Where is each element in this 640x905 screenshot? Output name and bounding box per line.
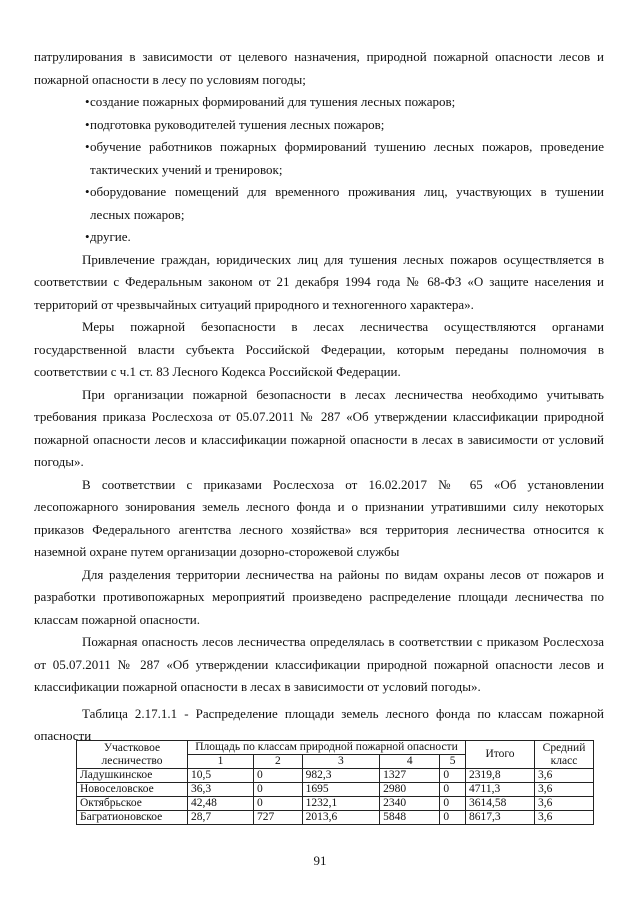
cell-class-1: 10,5 <box>188 769 254 783</box>
cell-class-4: 2340 <box>380 797 440 811</box>
header-class: 2 <box>253 755 302 769</box>
paragraph: Привлечение граждан, юридических лиц для тушения лесных пожаров осуществляется в соответствии с Федеральным законом от 21 декабря 1994 года № 68-ФЗ «О защите населения и территорий от чрезвычайных ситуаций природного и техногенного характера». <box>34 251 604 312</box>
header-area: Площадь по классам природной пожарной опасности <box>188 741 466 755</box>
bullet-icon: • <box>85 116 90 132</box>
bullet-text: создание пожарных формирований для тушения лесных пожаров; <box>90 94 456 109</box>
bullet-item <box>34 181 604 226</box>
cell-average: 3,6 <box>535 811 594 825</box>
paragraph: Для разделения территории лесничества на районы по видам охраны лесов от пожаров и разработки противопожарных мероприятий произведено распределение площади лесничества по классам пожарной опасности. <box>34 566 604 627</box>
bullet-item <box>34 226 604 249</box>
cell-class-3: 1695 <box>302 783 380 797</box>
header-total: Итого <box>466 741 535 769</box>
cell-class-4: 1327 <box>380 769 440 783</box>
bullet-item <box>34 91 604 114</box>
cell-total: 4711,3 <box>466 783 535 797</box>
cell-class-4: 2980 <box>380 783 440 797</box>
paragraph: В соответствии с приказами Рослесхоза от 16.02.2017 № 65 «Об установлении лесопожарного зонирования земель лесного фонда и о признании утратившими силу некоторых приказов Федерального агентства лесного хозяйства» вся территория лесничества относится к наземной охране путем организации дозорно-сторожевой службы <box>34 476 604 559</box>
bullet-text: другие. <box>90 229 131 244</box>
cell-class-1: 36,3 <box>188 783 254 797</box>
header-class: 1 <box>188 755 254 769</box>
paragraph: При организации пожарной безопасности в лесах лесничества необходимо учитывать требования приказа Рослесхоза от 05.07.2011 № 287 «Об утверждении классификации природной пожарной опасности лесов и классификации пожарной опасности в лесах в зависимости от условий погоды». <box>34 386 604 469</box>
table-row <box>77 797 594 811</box>
cell-total: 2319,8 <box>466 769 535 783</box>
cell-class-3: 2013,6 <box>302 811 380 825</box>
cell-forestry: Ладушкинское <box>77 769 188 783</box>
fire-class-table <box>76 740 594 825</box>
bullet-icon: • <box>85 184 90 199</box>
cell-class-3: 1232,1 <box>302 797 380 811</box>
table-row <box>77 811 594 825</box>
header-class: 5 <box>440 755 466 769</box>
table-row <box>77 769 594 783</box>
bullet-icon: • <box>85 139 90 154</box>
cell-class-5: 0 <box>440 769 466 783</box>
cell-average: 3,6 <box>535 769 594 783</box>
paragraph: Пожарная опасность лесов лесничества определялась в соответствии с приказом Рослесхоза от 05.07.2011 № 287 «Об утверждении классификации природной пожарной опасности лесов и классификации пожарной опасности в лесах в зависимости от условий погоды». <box>34 634 604 694</box>
body-text <box>34 46 604 748</box>
cell-class-5: 0 <box>440 783 466 797</box>
cell-total: 3614,58 <box>466 797 535 811</box>
table-header-row <box>77 741 594 755</box>
bullet-icon: • <box>85 229 90 244</box>
cell-class-3: 982,3 <box>302 769 380 783</box>
table-caption: Таблица 2.17.1.1 - Распределение площади земель лесного фонда по классам пожарной опасности <box>34 705 604 743</box>
cell-class-2: 0 <box>253 769 302 783</box>
cell-average: 3,6 <box>535 783 594 797</box>
cell-class-2: 727 <box>253 811 302 825</box>
cell-class-2: 0 <box>253 783 302 797</box>
cell-forestry: Багратионовское <box>77 811 188 825</box>
header-class: 4 <box>380 755 440 769</box>
bullet-item <box>34 114 604 137</box>
cell-class-1: 28,7 <box>188 811 254 825</box>
paragraph: Меры пожарной безопасности в лесах лесничества осуществляются органами государственной власти субъекта Российской Федерации, которым переданы полномочия в соответствии с ч.1 ст. 83 Лесного Кодекса Российской Федерации. <box>34 319 604 379</box>
cell-total: 8617,3 <box>466 811 535 825</box>
paragraph: патрулирования в зависимости от целевого назначения, природной пожарной опасности лесов и пожарной опасности в лесу по условиям погоды; <box>34 49 604 87</box>
cell-class-4: 5848 <box>380 811 440 825</box>
bullet-text: обучение работников пожарных формирований тушению лесных пожаров, проведение тактических учений и тренировок; <box>90 139 604 177</box>
cell-class-5: 0 <box>440 797 466 811</box>
header-average: Средний класс <box>535 741 594 769</box>
cell-class-1: 42,48 <box>188 797 254 811</box>
header-class: 3 <box>302 755 380 769</box>
page-number: 91 <box>313 853 327 868</box>
cell-class-2: 0 <box>253 797 302 811</box>
cell-forestry: Новоселовское <box>77 783 188 797</box>
cell-average: 3,6 <box>535 797 594 811</box>
bullet-text: подготовка руководителей тушения лесных пожаров; <box>90 116 385 132</box>
bullet-icon: • <box>85 94 90 109</box>
header-forestry: Участковое лесничество <box>77 741 188 769</box>
cell-class-5: 0 <box>440 811 466 825</box>
bullet-text: оборудование помещений для временного проживания лиц, участвующих в тушении лесных пожаров; <box>90 184 604 222</box>
table-row <box>77 783 594 797</box>
bullet-item <box>34 136 604 181</box>
cell-forestry: Октябрьское <box>77 797 188 811</box>
